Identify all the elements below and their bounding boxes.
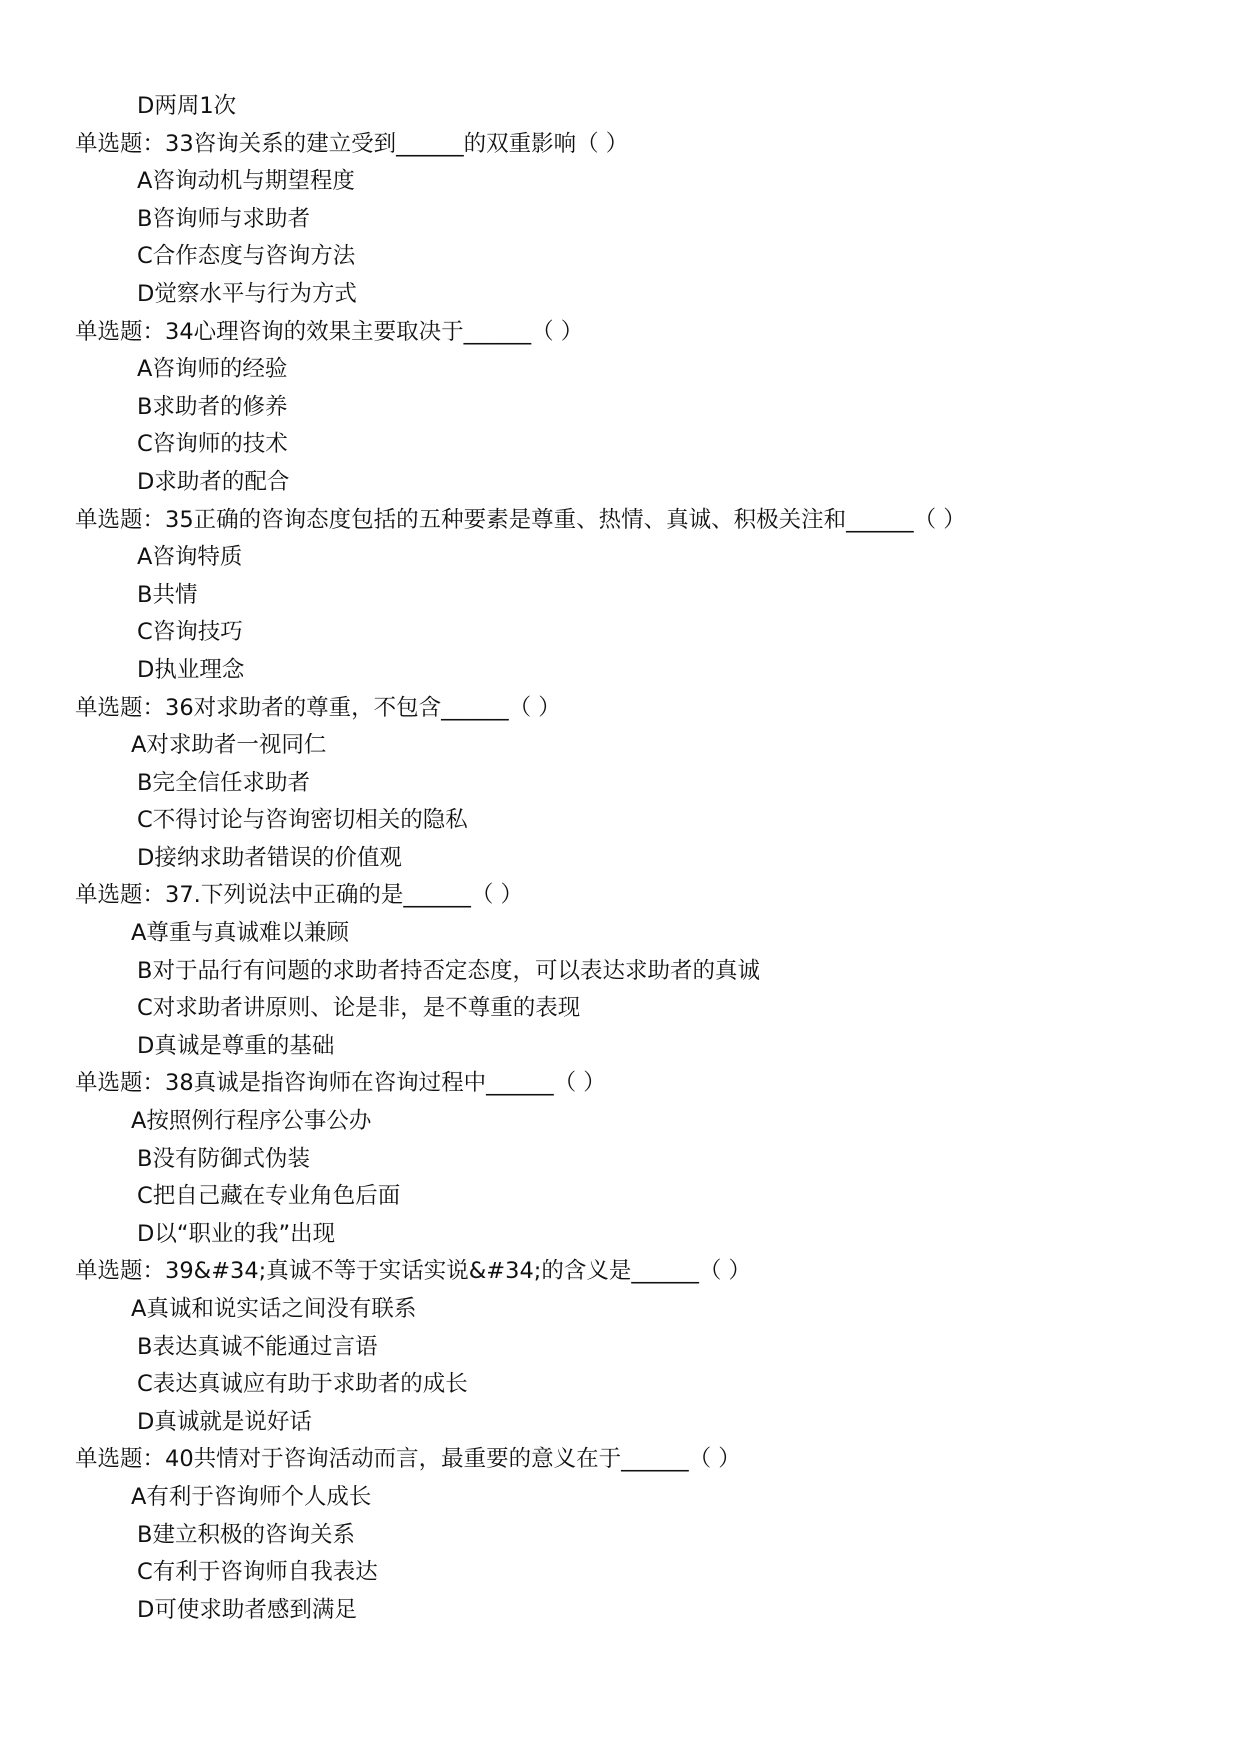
option-letter: C bbox=[137, 807, 153, 834]
question-text: 对求助者的尊重，不包含______（ ） bbox=[193, 694, 561, 721]
option-text: 咨询师的技术 bbox=[152, 431, 288, 458]
question-heading bbox=[0, 314, 1240, 352]
option-text: 完全信任求助者 bbox=[152, 769, 310, 796]
option-letter: A bbox=[137, 356, 153, 383]
option-line bbox=[0, 765, 1240, 803]
question-text: 正确的咨询态度包括的五种要素是尊重、热情、真诚、积极关注和______（ ） bbox=[193, 506, 966, 533]
option-line bbox=[0, 652, 1240, 690]
option-letter: C bbox=[137, 431, 153, 458]
option-letter: A bbox=[131, 1296, 147, 1322]
option-letter: C bbox=[137, 619, 153, 646]
option-text: 求助者的修养 bbox=[152, 393, 288, 420]
option-letter: A bbox=[137, 168, 153, 195]
option-line bbox=[0, 614, 1240, 652]
question-number: 36 bbox=[165, 694, 194, 721]
option-line bbox=[0, 840, 1240, 878]
question-number: 33 bbox=[165, 130, 194, 157]
question-type: 单选题： bbox=[75, 882, 166, 909]
option-text: 有利于咨询师自我表达 bbox=[152, 1559, 378, 1586]
option-letter: A bbox=[131, 1483, 147, 1510]
option-line bbox=[0, 426, 1240, 464]
option-text: 尊重与真诚难以兼顾 bbox=[146, 920, 349, 947]
option-line bbox=[0, 802, 1240, 840]
option-line bbox=[0, 238, 1240, 276]
option-text: 建立积极的咨询关系 bbox=[152, 1521, 355, 1548]
option-text: 真诚就是说好话 bbox=[154, 1408, 312, 1435]
option-line bbox=[0, 1141, 1240, 1179]
question-number: 38 bbox=[165, 1070, 194, 1097]
option-line bbox=[0, 1216, 1240, 1254]
option-line bbox=[0, 464, 1240, 502]
option-letter: C bbox=[137, 243, 153, 270]
option-text: 觉察水平与行为方式 bbox=[154, 280, 357, 307]
question-text: 真诚是指咨询师在咨询过程中______（ ） bbox=[193, 1070, 606, 1097]
option-text: 对求助者讲原则、论是非，是不尊重的表现 bbox=[152, 995, 581, 1022]
question-type: 单选题： bbox=[75, 130, 166, 157]
option-line bbox=[0, 389, 1240, 427]
option-text: 咨询技巧 bbox=[152, 619, 243, 646]
option-line bbox=[0, 1291, 1240, 1329]
option-letter: B bbox=[137, 205, 153, 232]
option-text: 把自己藏在专业角色后面 bbox=[152, 1183, 401, 1210]
question-heading bbox=[0, 877, 1240, 915]
option-text: 咨询师的经验 bbox=[152, 356, 288, 383]
option-letter: D bbox=[137, 468, 155, 495]
option-line bbox=[0, 351, 1240, 389]
option-text: 咨询动机与期望程度 bbox=[152, 168, 355, 195]
question-heading bbox=[0, 1441, 1240, 1479]
question-type: 单选题： bbox=[75, 506, 166, 533]
question-type: 单选题： bbox=[75, 1258, 166, 1285]
option-line bbox=[0, 1404, 1240, 1442]
option-letter: A bbox=[131, 732, 147, 759]
option-line bbox=[0, 539, 1240, 577]
question-number: 37. bbox=[165, 882, 201, 909]
option-letter: C bbox=[137, 1183, 153, 1210]
option-text: 合作态度与咨询方法 bbox=[152, 243, 356, 270]
option-letter: B bbox=[137, 769, 153, 796]
option-letter: A bbox=[137, 544, 153, 571]
option-text: 以“职业的我”出现 bbox=[154, 1220, 336, 1247]
option-letter: D bbox=[137, 1032, 155, 1059]
question-heading bbox=[0, 502, 1240, 540]
option-line bbox=[0, 1329, 1240, 1367]
option-letter: B bbox=[137, 1145, 153, 1172]
option-text: 真诚和说实话之间没有联系 bbox=[146, 1296, 417, 1322]
option-line bbox=[0, 1517, 1240, 1555]
option-letter: A bbox=[131, 920, 147, 947]
option-line bbox=[0, 1554, 1240, 1592]
option-letter: D bbox=[137, 1596, 155, 1623]
option-line bbox=[0, 1103, 1240, 1141]
question-text: 咨询关系的建立受到______的双重影响（ ） bbox=[193, 130, 629, 157]
option-line bbox=[0, 1479, 1240, 1517]
option-line bbox=[0, 1366, 1240, 1404]
option-line bbox=[0, 163, 1240, 201]
option-text: 两周1次 bbox=[154, 93, 237, 119]
option-letter: B bbox=[137, 581, 153, 608]
question-text: 共情对于咨询活动而言，最重要的意义在于______（ ） bbox=[193, 1446, 741, 1473]
option-text: 不得讨论与咨询密切相关的隐私 bbox=[152, 807, 468, 834]
question-text: 下列说法中正确的是______（ ） bbox=[200, 882, 523, 909]
option-letter: C bbox=[137, 995, 153, 1022]
question-type: 单选题： bbox=[75, 318, 166, 345]
question-number: 34 bbox=[165, 318, 194, 345]
option-letter: D bbox=[137, 93, 155, 119]
option-text: 对于品行有问题的求助者持否定态度，可以表达求助者的真诚 bbox=[152, 957, 760, 984]
question-type: 单选题： bbox=[75, 1446, 166, 1473]
option-letter: C bbox=[137, 1371, 153, 1398]
option-text: 可使求助者感到满足 bbox=[154, 1596, 357, 1623]
document-page bbox=[0, 88, 1240, 1629]
option-text: 表达真诚应有助于求助者的成长 bbox=[152, 1371, 468, 1398]
question-number: 40 bbox=[165, 1446, 194, 1473]
option-letter: D bbox=[137, 1220, 155, 1247]
option-line bbox=[0, 276, 1240, 314]
question-heading bbox=[0, 690, 1240, 728]
option-text: 咨询师与求助者 bbox=[152, 205, 310, 232]
option-text: 对求助者一视同仁 bbox=[146, 732, 327, 759]
option-line bbox=[0, 1178, 1240, 1216]
option-line bbox=[0, 577, 1240, 615]
option-letter: B bbox=[137, 1333, 153, 1360]
option-letter: B bbox=[137, 1521, 153, 1548]
option-line bbox=[0, 1028, 1240, 1066]
option-letter: A bbox=[131, 1108, 147, 1135]
question-number: 35 bbox=[165, 506, 194, 533]
question-heading bbox=[0, 1253, 1240, 1291]
option-letter: D bbox=[137, 280, 155, 307]
question-text: 心理咨询的效果主要取决于______（ ） bbox=[193, 318, 584, 345]
option-line bbox=[0, 88, 1240, 126]
question-number: 39 bbox=[165, 1258, 194, 1285]
option-line bbox=[0, 201, 1240, 239]
option-letter: D bbox=[137, 1408, 155, 1435]
option-line bbox=[0, 727, 1240, 765]
option-text: 没有防御式伪装 bbox=[152, 1145, 310, 1172]
option-text: 执业理念 bbox=[154, 656, 245, 683]
option-text: 接纳求助者错误的价值观 bbox=[154, 844, 402, 871]
question-heading bbox=[0, 1065, 1240, 1103]
option-letter: B bbox=[137, 957, 153, 984]
option-line bbox=[0, 915, 1240, 953]
option-letter: D bbox=[137, 656, 155, 683]
question-type: 单选题： bbox=[75, 694, 166, 721]
option-line bbox=[0, 990, 1240, 1028]
question-text: &#34;真诚不等于实话实说&#34;的含义是______（ ） bbox=[193, 1258, 752, 1285]
option-text: 表达真诚不能通过言语 bbox=[152, 1333, 378, 1360]
question-heading bbox=[0, 126, 1240, 164]
option-line bbox=[0, 1592, 1240, 1630]
question-type: 单选题： bbox=[75, 1070, 166, 1097]
option-text: 按照例行程序公事公办 bbox=[146, 1108, 372, 1135]
option-line bbox=[0, 953, 1240, 991]
option-text: 咨询特质 bbox=[152, 544, 243, 571]
option-text: 有利于咨询师个人成长 bbox=[146, 1483, 372, 1510]
option-letter: C bbox=[137, 1559, 153, 1586]
option-letter: D bbox=[137, 844, 155, 871]
option-letter: B bbox=[137, 393, 153, 420]
option-text: 求助者的配合 bbox=[154, 468, 290, 495]
option-text: 真诚是尊重的基础 bbox=[154, 1032, 335, 1059]
option-text: 共情 bbox=[152, 581, 198, 608]
